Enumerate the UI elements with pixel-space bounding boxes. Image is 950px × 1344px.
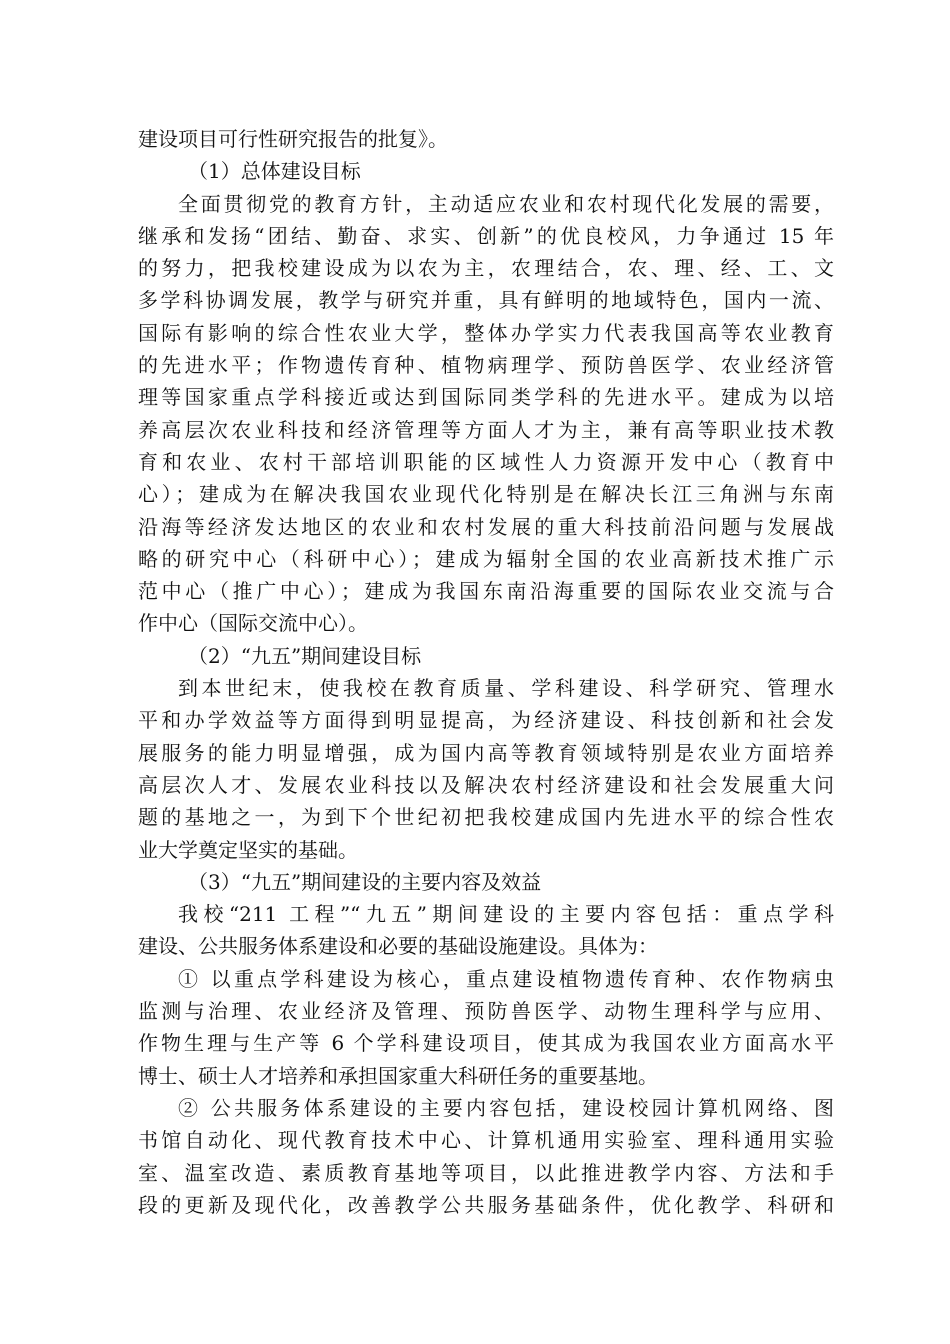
- text-line: 业大学奠定坚实的基础。: [138, 837, 358, 862]
- text-line: 我校“211 工程”“九五”期间建设的主要内容包括：重点学科: [178, 902, 834, 927]
- text-line: 国际有影响的综合性农业大学，整体办学实力代表我国高等农业教育: [138, 320, 834, 345]
- text-line: ① 以重点学科建设为核心，重点建设植物遗传育种、农作物病虫: [178, 966, 834, 991]
- text-line: 平和办学效益等方面得到明显提高，为经济建设、科技创新和社会发: [138, 708, 834, 733]
- text-line: 多学科协调发展，教学与研究并重，具有鲜明的地域特色，国内一流、: [138, 288, 834, 313]
- text-line: （2）“九五”期间建设目标: [188, 643, 422, 668]
- text-line: 沿海等经济发达地区的农业和农村发展的重大科技前沿问题与发展战: [138, 514, 834, 539]
- text-line: 建设项目可行性研究报告的批复》。: [138, 127, 448, 151]
- text-line: 监测与治理、农业经济及管理、预防兽医学、动物生理科学与应用、: [138, 999, 834, 1024]
- text-line: 室、温室改造、素质教育基地等项目，以此推进教学内容、方法和手: [138, 1160, 834, 1185]
- text-line: 的努力，把我校建设成为以农为主，农理结合，农、理、经、工、文: [138, 256, 834, 281]
- text-line: 到本世纪末，使我校在教育质量、学科建设、科学研究、管理水: [178, 676, 834, 701]
- text-line: 建设、公共服务体系建设和必要的基础设施建设。具体为：: [138, 934, 658, 959]
- text-line: 育和农业、农村干部培训职能的区域性人力资源开发中心（教育中: [138, 449, 834, 474]
- text-line: 书馆自动化、现代教育技术中心、计算机通用实验室、理科通用实验: [138, 1128, 834, 1153]
- text-line: 全面贯彻党的教育方针，主动适应农业和农村现代化发展的需要，: [178, 191, 834, 216]
- text-line: 展服务的能力明显增强，成为国内高等教育领域特别是农业方面培养: [138, 740, 834, 765]
- text-line: 继承和发扬“团结、勤奋、求实、创新”的优良校风，力争通过 15 年: [138, 223, 834, 248]
- text-line: 的先进水平；作物遗传育种、植物病理学、预防兽医学、农业经济管: [138, 353, 834, 378]
- text-line: 博士、硕士人才培养和承担国家重大科研任务的重要基地。: [138, 1063, 658, 1088]
- text-line: 养高层次农业科技和经济管理等方面人才为主，兼有高等职业技术教: [138, 417, 834, 442]
- text-line: 题的基地之一，为到下个世纪初把我校建成国内先进水平的综合性农: [138, 805, 834, 830]
- text-line: 范中心（推广中心）；建成为我国东南沿海重要的国际农业交流与合: [138, 579, 834, 604]
- document-body: [138, 123, 834, 1221]
- text-line: 作中心（国际交流中心）。: [138, 611, 368, 636]
- text-line: （1）总体建设目标: [188, 159, 361, 184]
- text-line: 理等国家重点学科接近或达到国际同类学科的先进水平。建成为以培: [138, 385, 834, 410]
- text-line: ② 公共服务体系建设的主要内容包括，建设校园计算机网络、图: [178, 1095, 834, 1120]
- text-line: 略的研究中心（科研中心）；建成为辐射全国的农业高新技术推广示: [138, 546, 834, 571]
- text-line: 段的更新及现代化，改善教学公共服务基础条件，优化教学、科研和: [138, 1192, 834, 1217]
- text-line: （3）“九五”期间建设的主要内容及效益: [188, 869, 542, 894]
- text-line: 心）；建成为在解决我国农业现代化特别是在解决长江三角洲与东南: [138, 482, 834, 507]
- text-line: 作物生理与生产等 6 个学科建设项目，使其成为我国农业方面高水平: [138, 1031, 834, 1056]
- text-line: 高层次人才、发展农业科技以及解决农村经济建设和社会发展重大问: [138, 772, 834, 797]
